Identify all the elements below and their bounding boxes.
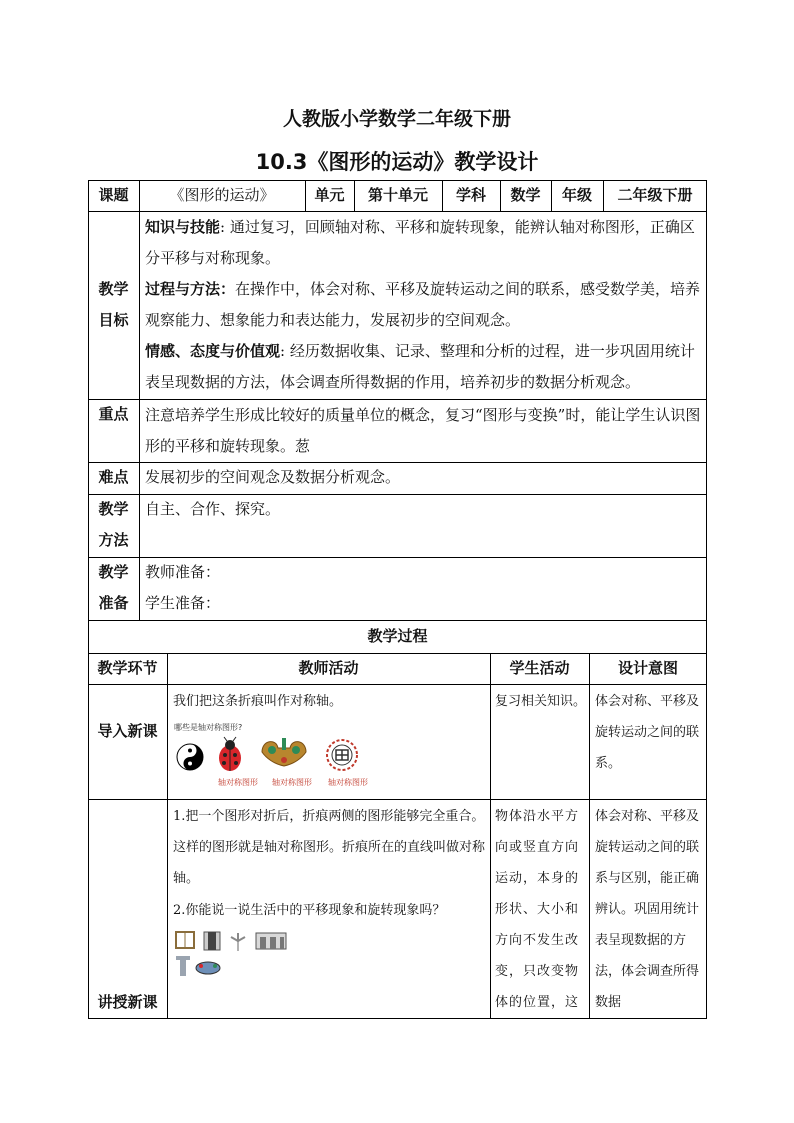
prep-student: 学生准备： — [145, 594, 221, 612]
label-topic: 课题 — [98, 186, 129, 204]
objective-knowledge-text: 通过复习，回顾轴对称、平移和旋转现象，能辨认轴对称图形，正确区分平移与对称现象。 — [145, 218, 695, 267]
intro-intent-text: 体会对称、平移及旋转运动之间的联系。 — [595, 694, 700, 771]
label-objectives-line2: 目标 — [98, 311, 129, 329]
colon: : — [280, 342, 286, 360]
illustration-caption: 哪些是轴对称图形? — [174, 723, 243, 732]
objective-knowledge-label: 知识与技能 — [145, 218, 221, 236]
objective-process-label: 过程与方法： — [145, 280, 236, 298]
stage-new-lesson: 讲授新课 — [97, 993, 158, 1011]
header-student-activity: 学生活动 — [509, 659, 570, 677]
lesson-teacher-p2: 2.你能说一说生活中的平移现象和旋转现象吗？ — [173, 903, 446, 918]
topic-value: 《图形的运动》 — [169, 186, 275, 204]
intro-teacher-text: 我们把这条折痕叫作对称轴。 — [173, 694, 343, 709]
objective-knowledge — [145, 212, 701, 274]
col-divider — [139, 180, 140, 620]
label-method-line2: 方法 — [98, 531, 129, 549]
label-objectives — [88, 274, 139, 336]
illustration-label-3: 轴对称图形 — [328, 778, 368, 787]
col-divider — [490, 653, 491, 1019]
difficulty-text: 发展初步的空间观念及数据分析观念。 — [145, 468, 401, 486]
header-design-intent: 设计意图 — [617, 659, 678, 677]
prep-content — [145, 557, 701, 619]
col-divider — [167, 653, 168, 1019]
label-subject: 学科 — [455, 186, 486, 204]
header-teacher-activity: 教师活动 — [298, 659, 359, 677]
objective-process — [145, 274, 701, 336]
label-prep — [88, 557, 139, 619]
objective-attitude-text: 经历数据收集、记录、整理和分析的过程，进一步巩固用统计表呈现数据的方法，体会调查所得数据的作用，培养初步的数据分析观念。 — [145, 342, 695, 391]
label-unit: 单元 — [314, 186, 345, 204]
label-prep-line2: 准备 — [98, 594, 129, 612]
label-key-point: 重点 — [98, 405, 129, 423]
col-divider — [589, 653, 590, 1019]
motion-examples-illustration — [174, 930, 294, 980]
objective-attitude — [145, 336, 701, 398]
label-difficulty: 难点 — [98, 468, 129, 486]
label-grade: 年级 — [561, 186, 592, 204]
document-title: 人教版小学数学二年级下册 — [282, 108, 511, 130]
objective-process-text: 在操作中，体会对称、平移及旋转运动之间的联系，感受数学美，培养观察能力、想象能力和表达能力，发展初步的空间观念。 — [145, 280, 701, 329]
label-method — [88, 494, 139, 556]
intro-student-text: 复习相关知识。 — [495, 694, 587, 709]
colon: : — [220, 218, 226, 236]
stage-intro: 导入新课 — [97, 722, 158, 740]
prep-teacher: 教师准备： — [145, 563, 221, 581]
key-point-text: 注意培养学生形成比较好的质量单位的概念，复习“图形与变换”时，能让学生认识图形的平移和旋转现象。䓤 — [145, 406, 701, 455]
illustration-label-2: 轴对称图形 — [272, 778, 312, 787]
process-title: 教学过程 — [367, 627, 428, 645]
symmetry-illustration — [172, 722, 384, 788]
header-stage: 教学环节 — [97, 659, 158, 677]
objective-attitude-label: 情感、态度与价值观 — [145, 342, 281, 360]
grade-value: 二年级下册 — [617, 186, 693, 204]
unit-value: 第十单元 — [367, 186, 428, 204]
objectives-content — [145, 212, 701, 398]
subject-value: 数学 — [510, 186, 541, 204]
label-objectives-line1: 教学 — [98, 280, 129, 298]
document-subtitle: 10.3《图形的运动》教学设计 — [255, 150, 539, 174]
lesson-student-text: 物体沿水平方向或竖直方向运动，本身的形状、大小和方向不发生改变，只改变物体的位置，这 — [495, 809, 580, 1010]
row-divider — [88, 684, 707, 685]
row-divider — [88, 799, 707, 800]
lesson-intent-text: 体会对称、平移及旋转运动之间的联系与区别，能正确辨认。巩固用统计表呈现数据的方法，体会调查所得数据 — [595, 809, 700, 1010]
lesson-teacher-p1: 1.把一个图形对折后，折痕两侧的图形能够完全重合。这样的图形就是轴对称图形。折痕所在的直线叫做对称轴。 — [173, 809, 486, 886]
label-method-line1: 教学 — [98, 500, 129, 518]
illustration-label-1: 轴对称图形 — [218, 778, 258, 787]
method-text: 自主、合作、探究。 — [145, 500, 281, 518]
label-prep-line1: 教学 — [98, 563, 129, 581]
